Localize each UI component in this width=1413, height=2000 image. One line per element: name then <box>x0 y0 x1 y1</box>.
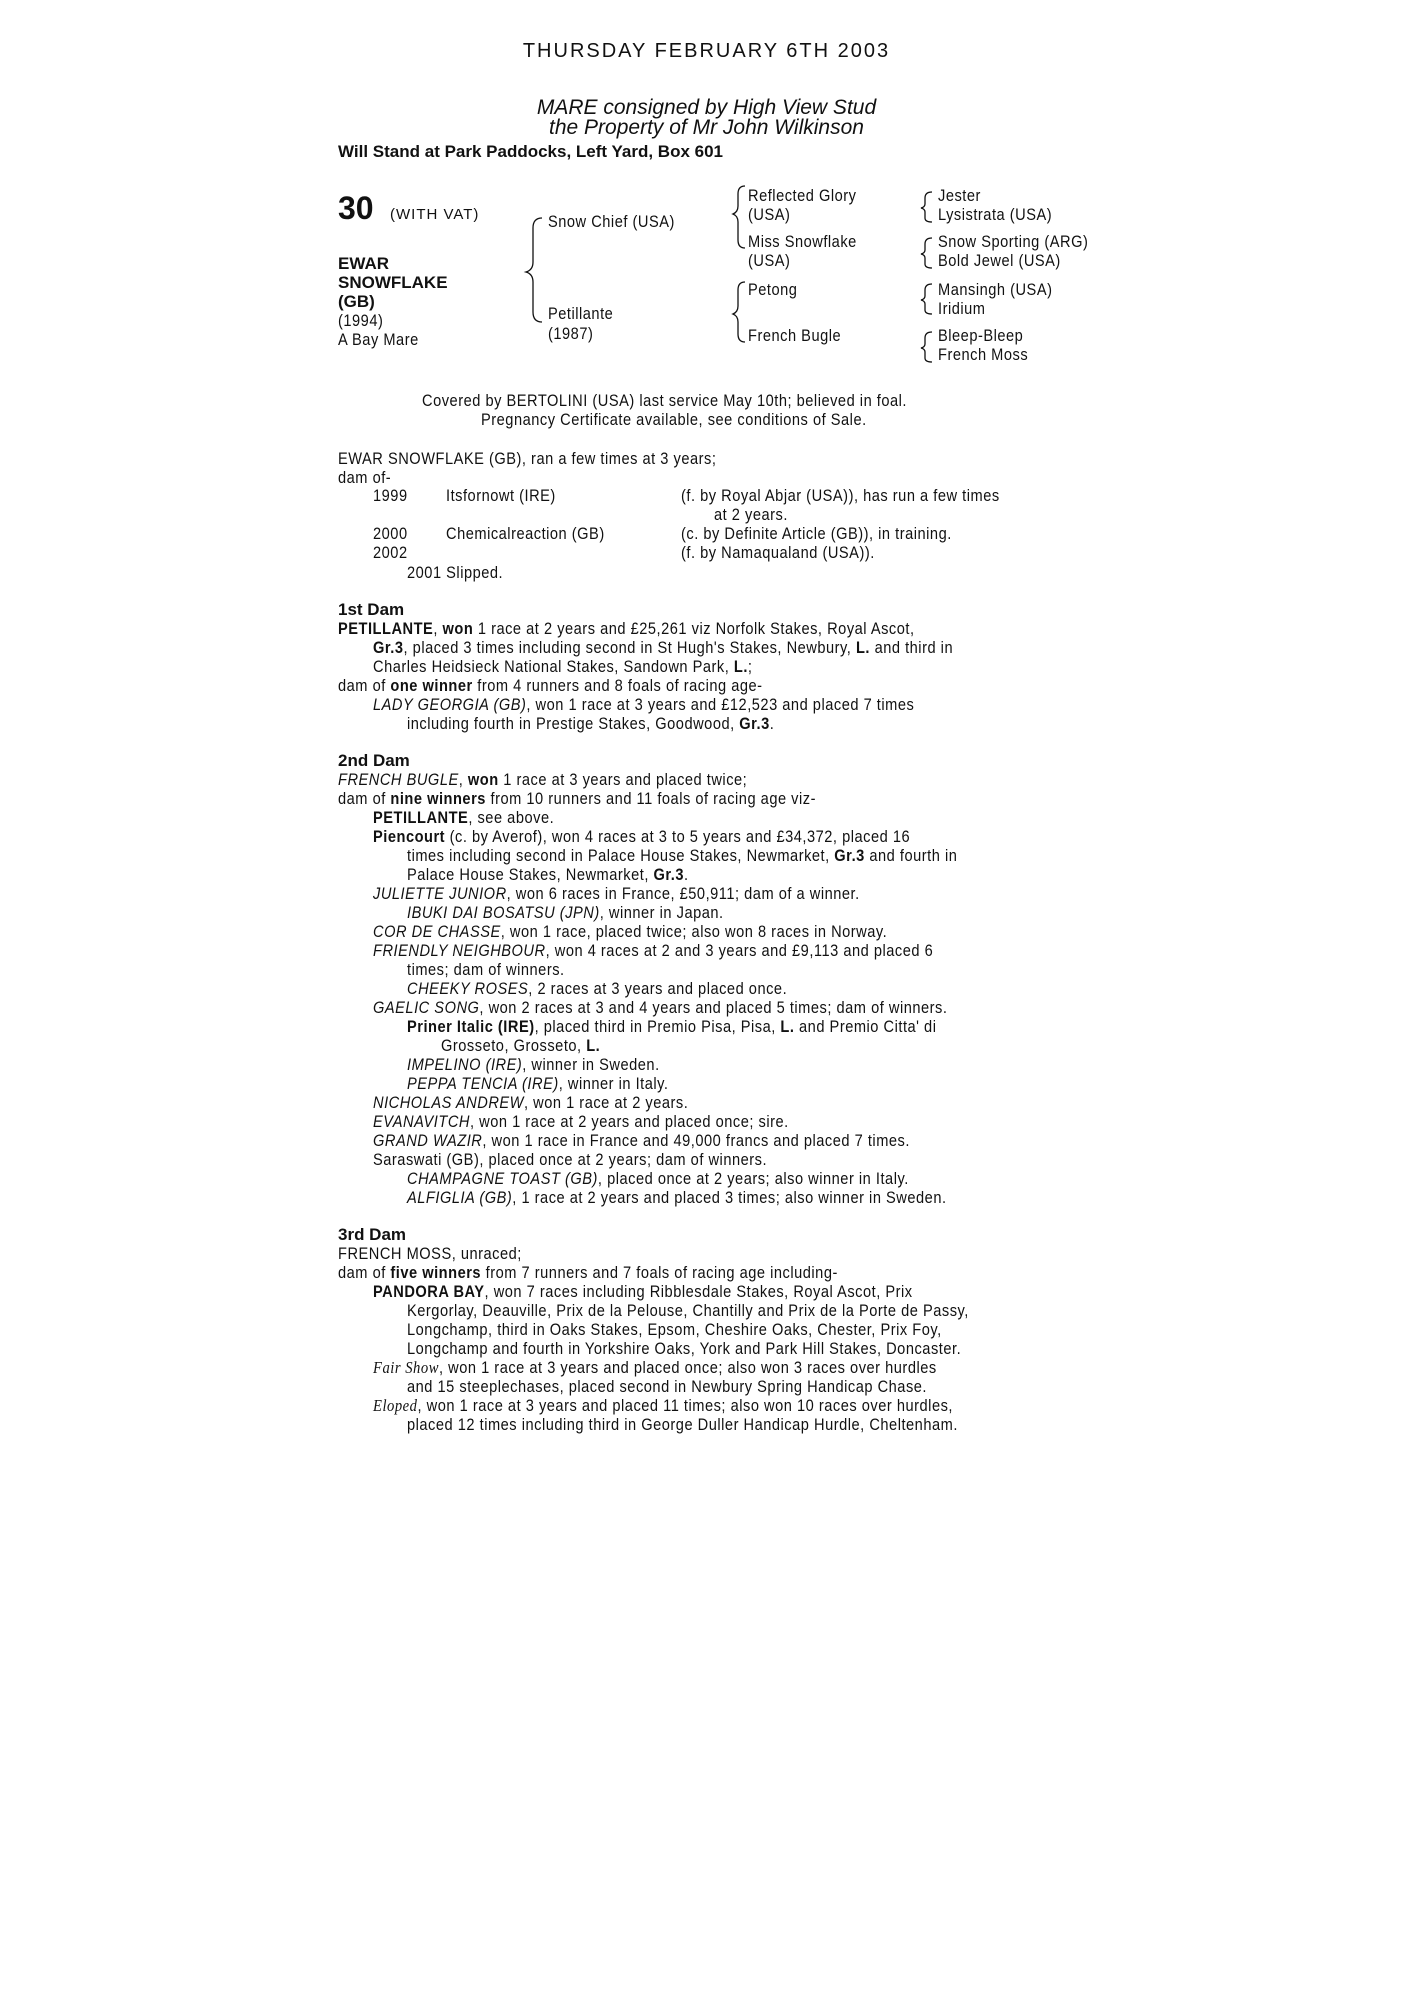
progeny-name: GRAND WAZIR <box>373 1131 483 1150</box>
text: , won 6 races in France, £50,911; dam of a winner. <box>506 884 860 903</box>
first-dam-line <box>373 657 753 677</box>
second-dam-line: Saraswati (GB), placed once at 2 years; dam of winners. <box>373 1150 768 1169</box>
first-dam-line <box>373 638 953 658</box>
third-dam-line <box>338 1263 838 1283</box>
second-dam-line <box>373 1131 910 1151</box>
second-dam-line <box>407 1188 947 1208</box>
second-dam-line <box>373 808 554 828</box>
second-dam-line <box>338 770 747 790</box>
second-dam-line <box>373 1112 789 1132</box>
text: 1 race at 3 years and placed twice; <box>498 770 748 789</box>
grade: Gr.3 <box>373 638 404 657</box>
progeny-name: PETILLANTE <box>373 808 469 827</box>
text: , <box>433 619 443 638</box>
text: , placed 3 times including second in St Hugh's Stakes, Newbury, <box>403 638 856 657</box>
text: , won 7 races including Ribblesdale Stakes, Royal Ascot, Prix <box>484 1282 913 1301</box>
text: , 1 race at 2 years and placed 3 times; also winner in Sweden. <box>512 1188 947 1207</box>
pedigree-sire-sire: Reflected Glory <box>748 186 857 205</box>
text: , winner in Italy. <box>558 1074 669 1093</box>
text: 1 race at 2 years and £25,261 viz Norfolk Stakes, Royal Ascot, <box>473 619 915 638</box>
pedigree-dam: Petillante <box>548 304 614 323</box>
text: , won 1 race in France and 49,000 francs and placed 7 times. <box>482 1131 910 1150</box>
second-dam-line <box>373 998 947 1018</box>
progeny-name: JULIETTE JUNIOR <box>373 884 507 903</box>
second-dam-line <box>373 941 933 961</box>
first-dam-line <box>373 695 914 715</box>
second-dam-line <box>373 884 860 904</box>
consignor-line: MARE consigned by High View Stud <box>536 96 877 119</box>
horse-name-line1: EWAR <box>338 254 389 273</box>
second-dam-line <box>407 846 957 866</box>
progeny-name: PEPPA TENCIA (IRE) <box>407 1074 559 1093</box>
horse-name-line3: (GB) <box>338 292 375 311</box>
text: from 4 runners and 8 foals of racing age- <box>472 676 763 695</box>
text: and Premio Citta' di <box>794 1017 937 1036</box>
produce-note: (f. by Royal Abjar (USA)), has run a few times <box>681 486 1000 505</box>
second-dam-line <box>407 1017 936 1037</box>
text: , winner in Japan. <box>599 903 724 922</box>
third-dam-heading: 3rd Dam <box>338 1225 407 1244</box>
produce-slipped: 2001 Slipped. <box>407 563 504 582</box>
text: , see above. <box>468 808 555 827</box>
progeny-name: PANDORA BAY <box>373 1282 485 1301</box>
text: , won 1 race at 3 years and placed 11 times; also won 10 races over hurdles, <box>417 1396 954 1415</box>
pedigree-gg4: Bold Jewel (USA) <box>938 251 1061 270</box>
pedigree-sire-dam-country: (USA) <box>748 251 791 270</box>
text: , winner in Sweden. <box>522 1055 660 1074</box>
progeny-name: CHEEKY ROSES <box>407 979 529 998</box>
text: times including second in Palace House Stakes, Newmarket, <box>407 846 835 865</box>
pedigree-braces <box>0 0 1413 380</box>
text: . <box>683 865 689 884</box>
progeny-name: GAELIC SONG <box>373 998 480 1017</box>
text: . <box>769 714 775 733</box>
text: , placed third in Premio Pisa, Pisa, <box>534 1017 781 1036</box>
text: Grosseto, Grosseto, <box>441 1036 587 1055</box>
produce-year: 1999 <box>373 486 408 505</box>
text: dam of <box>338 789 391 808</box>
first-dam-line <box>407 714 774 734</box>
progeny-name: CHAMPAGNE TOAST (GB) <box>407 1169 598 1188</box>
produce-note-cont: at 2 years. <box>714 505 788 524</box>
progeny-name: ALFIGLIA (GB) <box>407 1188 513 1207</box>
text: and fourth in <box>864 846 958 865</box>
third-dam-line: placed 12 times including third in George Duller Handicap Hurdle, Cheltenham. <box>407 1415 958 1434</box>
pedigree-gg3: Snow Sporting (ARG) <box>938 232 1089 251</box>
text: , won 2 races at 3 and 4 years and placed 5 times; dam of winners. <box>479 998 948 1017</box>
progeny-name: LADY GEORGIA (GB) <box>373 695 527 714</box>
produce-name: Chemicalreaction (GB) <box>446 524 605 543</box>
lot-number: 30 <box>338 190 374 226</box>
pedigree-gg6: Iridium <box>938 299 986 318</box>
produce-intro: EWAR SNOWFLAKE (GB), ran a few times at 3 years; <box>338 449 717 468</box>
text: , 2 races at 3 years and placed once. <box>528 979 788 998</box>
pregnancy-note: Pregnancy Certificate available, see conditions of Sale. <box>481 410 867 429</box>
dam-name: PETILLANTE <box>338 619 434 638</box>
vat-note: (WITH VAT) <box>390 206 480 223</box>
second-dam-line: times; dam of winners. <box>407 960 565 979</box>
dam-name: FRENCH BUGLE <box>338 770 459 789</box>
third-dam-line: FRENCH MOSS, unraced; <box>338 1244 522 1263</box>
text: and third in <box>869 638 954 657</box>
grade: Gr.3 <box>653 865 684 884</box>
progeny-name: COR DE CHASSE <box>373 922 501 941</box>
progeny-name: Fair Show <box>373 1358 439 1377</box>
second-dam-line <box>407 903 724 923</box>
pedigree-gg2: Lysistrata (USA) <box>938 205 1053 224</box>
pedigree-dam-sire: Petong <box>748 280 798 299</box>
text: ; <box>747 657 753 676</box>
produce-note: (f. by Namaqualand (USA)). <box>681 543 875 562</box>
property-line: the Property of Mr John Wilkinson <box>549 116 864 139</box>
second-dam-heading: 2nd Dam <box>338 751 410 770</box>
listed: L. <box>855 638 870 657</box>
text: , won 1 race at 2 years. <box>523 1093 689 1112</box>
second-dam-line <box>407 1055 660 1075</box>
pedigree-sire-dam: Miss Snowflake <box>748 232 857 251</box>
produce-name: Itsfornowt (IRE) <box>446 486 556 505</box>
progeny-name: NICHOLAS ANDREW <box>373 1093 524 1112</box>
pedigree-dam-year: (1987) <box>548 324 594 343</box>
pedigree-gg7: Bleep-Bleep <box>938 326 1024 345</box>
text: , won 4 races at 2 and 3 years and £9,113 and placed 6 <box>545 941 934 960</box>
winners-count: one winner <box>390 676 473 695</box>
winners-count: five winners <box>390 1263 482 1282</box>
text: (c. by Averof), won 4 races at 3 to 5 years and £34,372, placed 16 <box>445 827 911 846</box>
first-dam-line <box>338 619 915 639</box>
produce-year: 2002 <box>373 543 408 562</box>
progeny-name: FRIENDLY NEIGHBOUR <box>373 941 546 960</box>
progeny-name: Priner Italic (IRE) <box>407 1017 535 1036</box>
produce-dam-of: dam of- <box>338 468 392 487</box>
won-text: won <box>442 619 474 638</box>
text: dam of <box>338 676 391 695</box>
text: , won 1 race at 3 years and placed once; also won 3 races over hurdles <box>438 1358 937 1377</box>
progeny-name: Eloped <box>373 1396 418 1415</box>
second-dam-line <box>407 1074 669 1094</box>
text: , <box>458 770 468 789</box>
second-dam-line <box>407 865 689 885</box>
winners-count: nine winners <box>390 789 486 808</box>
third-dam-line <box>373 1358 937 1378</box>
produce-note: (c. by Definite Article (GB)), in training. <box>681 524 952 543</box>
text: , placed once at 2 years; also winner in Italy. <box>597 1169 909 1188</box>
text: from 7 runners and 7 foals of racing age including- <box>481 1263 838 1282</box>
text: dam of <box>338 1263 391 1282</box>
listed: L. <box>586 1036 601 1055</box>
second-dam-line <box>441 1036 600 1056</box>
listed: L. <box>780 1017 795 1036</box>
second-dam-line <box>373 922 887 942</box>
third-dam-line: Kergorlay, Deauville, Prix de la Pelouse, Chantilly and Prix de la Porte de Passy, <box>407 1301 969 1320</box>
pedigree-gg1: Jester <box>938 186 981 205</box>
produce-year: 2000 <box>373 524 408 543</box>
stand-location: Will Stand at Park Paddocks, Left Yard, Box 601 <box>338 142 723 161</box>
horse-description: A Bay Mare <box>338 330 419 349</box>
progeny-name: Piencourt <box>373 827 446 846</box>
text: , won 1 race, placed twice; also won 8 races in Norway. <box>500 922 888 941</box>
text: Charles Heidsieck National Stakes, Sandown Park, <box>373 657 734 676</box>
second-dam-line <box>338 789 816 809</box>
progeny-name: IBUKI DAI BOSATSU (JPN) <box>407 903 600 922</box>
second-dam-line <box>407 979 787 999</box>
text: Palace House Stakes, Newmarket, <box>407 865 654 884</box>
sale-date: THURSDAY FEBRUARY 6TH 2003 <box>522 40 891 62</box>
horse-name-line2: SNOWFLAKE <box>338 273 448 292</box>
text: , won 1 race at 2 years and placed once; sire. <box>469 1112 789 1131</box>
third-dam-line: Longchamp and fourth in Yorkshire Oaks, York and Park Hill Stakes, Doncaster. <box>407 1339 962 1358</box>
progeny-name: EVANAVITCH <box>373 1112 470 1131</box>
third-dam-line <box>373 1282 913 1302</box>
pedigree-sire-sire-country: (USA) <box>748 205 791 224</box>
pedigree-dam-dam: French Bugle <box>748 326 842 345</box>
grade: Gr.3 <box>739 714 770 733</box>
pedigree-gg8: French Moss <box>938 345 1029 364</box>
third-dam-line: Longchamp, third in Oaks Stakes, Epsom, Cheshire Oaks, Chester, Prix Foy, <box>407 1320 942 1339</box>
second-dam-line <box>373 1093 688 1113</box>
covered-note: Covered by BERTOLINI (USA) last service May 10th; believed in foal. <box>422 391 908 410</box>
third-dam-line: and 15 steeplechases, placed second in Newbury Spring Handicap Chase. <box>407 1377 927 1396</box>
text: including fourth in Prestige Stakes, Goodwood, <box>407 714 740 733</box>
won-text: won <box>467 770 499 789</box>
pedigree-sire: Snow Chief (USA) <box>548 212 675 231</box>
progeny-name: IMPELINO (IRE) <box>407 1055 523 1074</box>
foaling-year: (1994) <box>338 311 384 330</box>
first-dam-line <box>338 676 763 696</box>
listed: L. <box>733 657 748 676</box>
text: , won 1 race at 3 years and £12,523 and placed 7 times <box>526 695 915 714</box>
grade: Gr.3 <box>834 846 865 865</box>
pedigree-gg5: Mansingh (USA) <box>938 280 1053 299</box>
first-dam-heading: 1st Dam <box>338 600 405 619</box>
text: from 10 runners and 11 foals of racing age viz- <box>485 789 816 808</box>
second-dam-line <box>407 1169 909 1189</box>
third-dam-line <box>373 1396 953 1416</box>
second-dam-line <box>373 827 910 847</box>
